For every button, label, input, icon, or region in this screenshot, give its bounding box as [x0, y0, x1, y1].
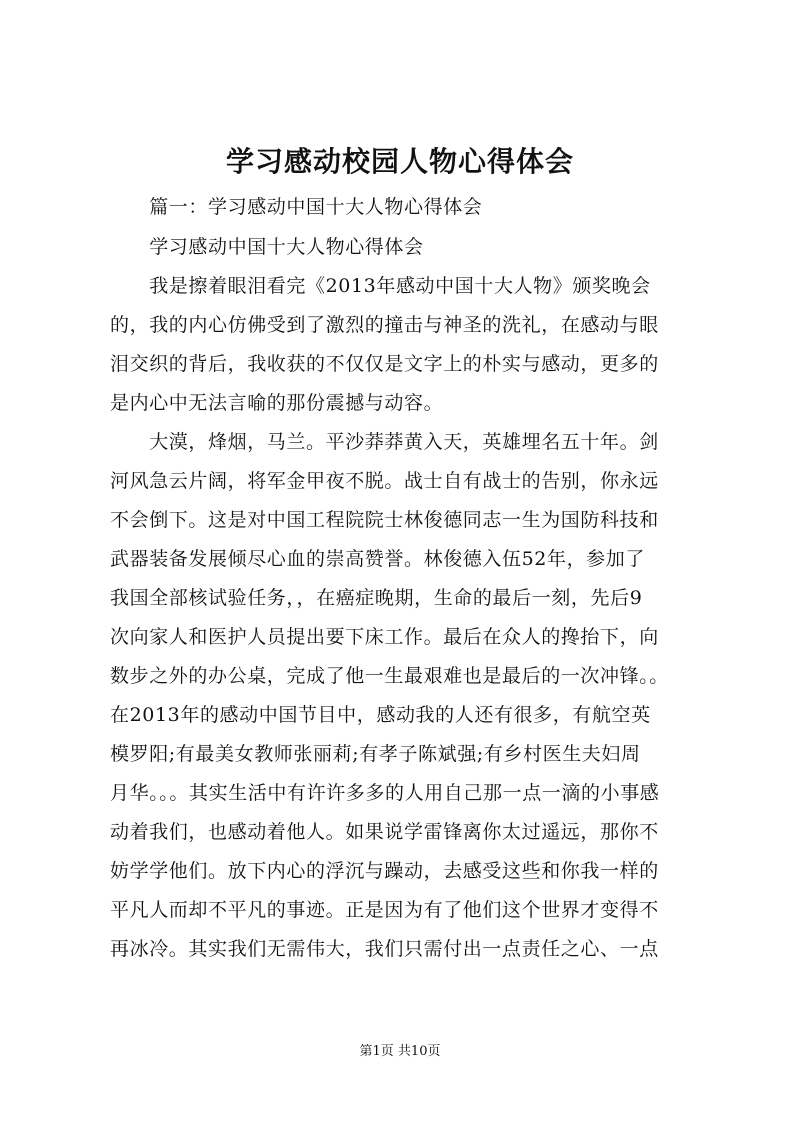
body-line: 平凡人而却不平凡的事迹。正是因为有了他们这个世界才变得不	[110, 899, 659, 921]
body-line: 我是擦着眼泪看完《2013年感动中国十大人物》颁奖晚会	[110, 275, 651, 297]
body-line: 河风急云片阔，将军金甲夜不脱。战士自有战士的告别，你永远	[110, 470, 659, 492]
body-line: 动着我们，也感动着他人。如果说学雷锋离你太过遥远，那你不	[110, 821, 659, 843]
body-line: 是内心中无法言喻的那份震撼与动容。	[110, 392, 444, 414]
body-line: 我国全部核试验任务，，在癌症晚期，生命的最后一刻，先后9	[110, 587, 643, 609]
body-line: 武器装备发展倾尽心血的崇高赞誉。林俊德入伍52年，参加了	[110, 548, 645, 570]
page-footer: 第1页 共10页	[359, 1044, 441, 1059]
body-line: 数步之外的办公桌，完成了他一生最艰难也是最后的一次冲锋。。	[110, 665, 669, 687]
body-line: 篇一：学习感动中国十大人物心得体会	[110, 196, 483, 218]
body-line: 再冰冷。其实我们无需伟大，我们只需付出一点责任之心、一点	[110, 938, 659, 960]
body-line: 泪交织的背后，我收获的不仅仅是文字上的朴实与感动，更多的	[110, 353, 659, 375]
body-line: 在2013年的感动中国节目中，感动我的人还有很多，有航空英	[110, 704, 651, 726]
body-line: 大漠，烽烟，马兰。平沙莽莽黄入天，英雄埋名五十年。剑	[110, 431, 659, 453]
body-line: 不会倒下。这是对中国工程院院士林俊德同志一生为国防科技和	[110, 509, 659, 531]
body-line: 的，我的内心仿佛受到了激烈的撞击与神圣的洗礼，在感动与眼	[110, 314, 659, 336]
document-title: 学习感动校园人物心得体会	[225, 145, 574, 178]
body-line: 月华。。。其实生活中有许许多多的人用自己那一点一滴的小事感	[110, 782, 660, 804]
body-line: 妨学学他们。放下内心的浮沉与躁动，去感受这些和你我一样的	[110, 860, 659, 882]
body-line: 学习感动中国十大人物心得体会	[110, 236, 424, 258]
body-line: 模罗阳;有最美女教师张丽莉;有孝子陈斌强;有乡村医生夫妇周	[110, 743, 641, 765]
body-line: 次向家人和医护人员提出要下床工作。最后在众人的搀抬下，向	[110, 626, 659, 648]
